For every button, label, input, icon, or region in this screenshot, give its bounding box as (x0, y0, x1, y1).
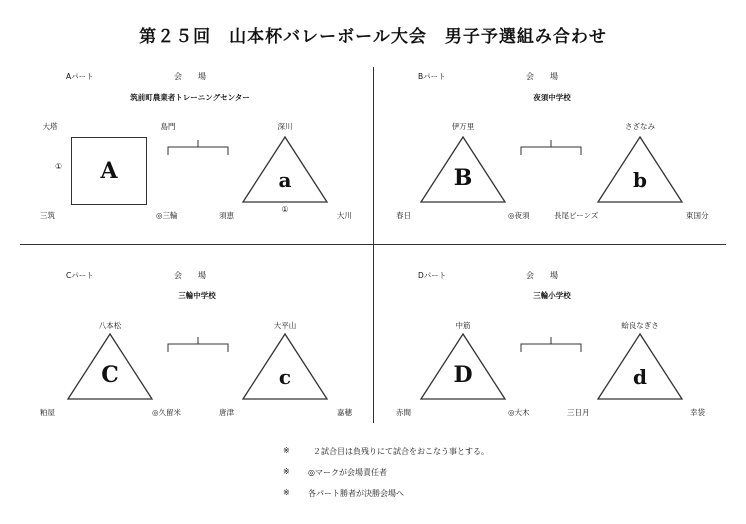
part-b-venue-label: 会 場 (526, 72, 558, 81)
note-text: ◎マークが会場責任者 (308, 468, 387, 477)
part-c-team-top-left: 八本松 (98, 321, 122, 330)
part-a-team-top-right: 深川 (277, 122, 293, 131)
part-a-venue: 筑前町農業者トレーニングセンター (130, 93, 250, 102)
part-b-team-bottom-mid2: 長尾ビーンズ (554, 211, 599, 220)
part-d-team-bottom-right: 幸袋 (690, 408, 705, 417)
part-c-label: Cパート (66, 271, 94, 280)
part-b-team-top-right: さざなみ (625, 122, 655, 131)
part-d-team-bottom-mid: ◎大木 (508, 408, 530, 417)
part-a-venue-label: 会 場 (174, 72, 206, 81)
part-c-triangle2-letter: c (278, 365, 292, 389)
part-c-team-bottom-mid: ◎久留米 (152, 408, 182, 417)
part-c-team-bottom-right: 嘉穂 (337, 408, 352, 417)
part-a-label: Aパート (66, 72, 94, 81)
note-text: 各パート勝者が決勝会場へ (308, 489, 404, 498)
part-c-venue: 三輪中学校 (178, 291, 216, 300)
part-c-team-top-right: 大平山 (273, 321, 297, 330)
part-b-venue: 夜須中学校 (533, 93, 571, 102)
part-b-triangle2-letter: b (633, 168, 647, 192)
part-d-team-bottom-left: 赤間 (396, 408, 411, 417)
part-b-triangle1-letter: B (453, 165, 473, 191)
part-a-team-bottom-left: 三筑 (40, 211, 55, 220)
part-d-label: Dパート (418, 271, 447, 280)
part-c-venue-label: 会 場 (174, 271, 206, 280)
part-d-venue: 三輪小学校 (533, 291, 571, 300)
part-d-triangle1-letter: D (453, 362, 473, 388)
part-a-team-top-mid: 島門 (160, 122, 176, 131)
part-d-venue-label: 会 場 (526, 271, 558, 280)
part-b-team-bottom-right: 東国分 (686, 211, 709, 220)
part-d-team-top-left: 中筋 (455, 321, 471, 330)
part-b-label: Bパート (418, 72, 446, 81)
part-a-team-top-left: 大塔 (42, 122, 58, 131)
part-a-team-bottom-mid2: 須恵 (219, 211, 234, 220)
note-mark: ※ (283, 488, 290, 497)
part-b-team-bottom-mid: ◎夜須 (508, 211, 530, 220)
part-a-team-bottom-right: 大川 (337, 211, 352, 220)
part-a-box-letter: A (100, 158, 118, 184)
part-c-team-bottom-mid2: 唐津 (219, 408, 234, 417)
page-title: 第２５回 山本杯バレーボール大会 男子予選組み合わせ (139, 27, 607, 47)
part-b-team-top-left: 伊万里 (451, 122, 475, 131)
part-d-triangle2-letter: d (633, 365, 647, 389)
part-a-triangle-letter: a (278, 168, 292, 192)
part-a-mark-left: ① (55, 162, 63, 171)
part-d-team-top-right: 蛤良なぎさ (621, 321, 659, 330)
part-b-team-bottom-left: 春日 (396, 211, 411, 220)
part-d-team-bottom-mid2: 三日月 (567, 408, 590, 417)
part-a-mark-bottom: ① (281, 205, 289, 214)
note-mark: ※ (283, 467, 290, 476)
part-c-team-bottom-left: 粕屋 (40, 408, 55, 417)
part-a-team-bottom-mid: ◎三輪 (156, 211, 178, 220)
part-c-triangle1-letter: C (101, 362, 119, 388)
note-mark: ※ (283, 446, 290, 455)
note-text: ２試合目は負残りにて試合をおこなう事とする。 (313, 447, 489, 456)
